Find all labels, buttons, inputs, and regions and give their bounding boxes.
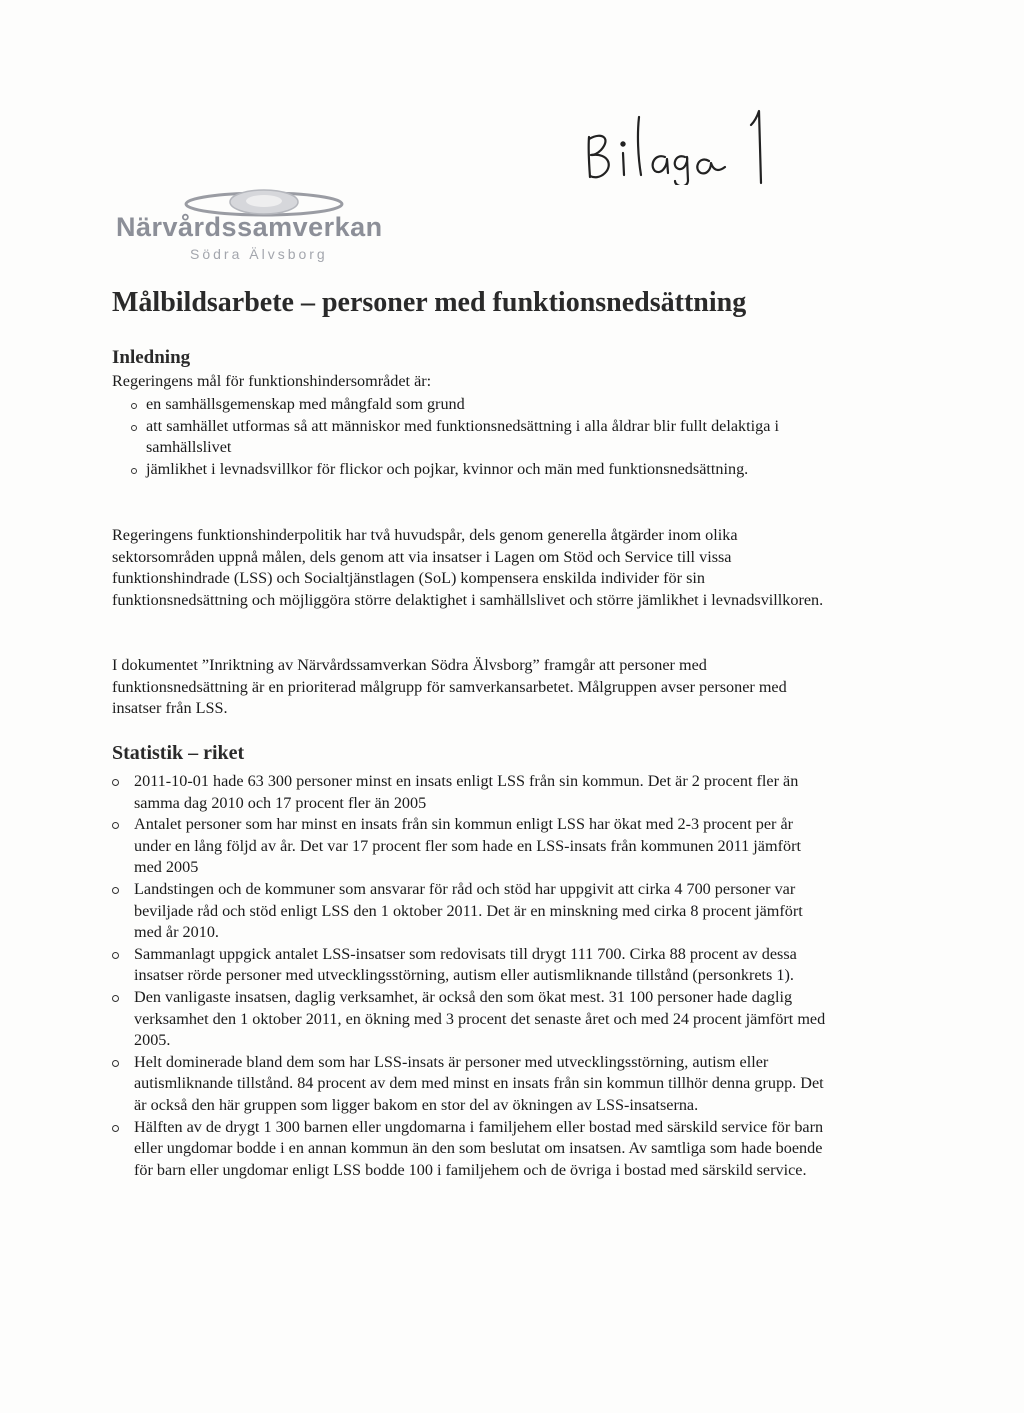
list-item: Hälften av de drygt 1 300 barnen eller ungdomarna i familjehem eller bostad med särskild service för barn eller ungdomar bodde i en annan kommun än den som beslutat om insatsen. Av samtliga som hade boende för barn eller ungdomar enligt LSS bodde 100 i familjehem och de övriga i bostad med särskild service. xyxy=(112,1117,832,1182)
document-title: Målbildsarbete – personer med funktionsnedsättning xyxy=(112,287,747,318)
list-item: jämlikhet i levnadsvillkor för flickor och pojkar, kvinnor och män med funktionsnedsättning. xyxy=(112,459,852,481)
organization-logo xyxy=(112,182,432,274)
list-item: Landstingen och de kommuner som ansvarar för råd och stöd har uppgivit att cirka 4 700 personer var beviljade råd och stöd enligt LSS den 1 oktober 2011. Det är en minskning med cirka 8 procent jämfört med år 2010. xyxy=(112,879,832,944)
intro-lead-text: Regeringens mål för funktionshindersområdet är: xyxy=(112,372,432,390)
list-item: Helt dominerade bland dem som har LSS-insats är personer med utvecklingsstörning, autism eller autismliknande tillstånd. 84 procent av dem med minst en insats från sin kommun tillhör denna grupp. Det är också den här gruppen som ligger bakom en stor del av ökningen av LSS-insatserna. xyxy=(112,1052,832,1117)
list-item: 2011-10-01 hade 63 300 personer minst en insats enligt LSS från sin kommun. Det är 2 procent fler än samma dag 2010 och 17 procent fler än 2005 xyxy=(112,771,832,814)
list-item: Sammanlagt uppgick antalet LSS-insatser som redovisats till drygt 111 700. Cirka 88 procent av dessa insatser rörde personer med utvecklingsstörning, autism eller autismliknande tillstånd (personkrets 1). xyxy=(112,944,832,987)
section-heading-statistics: Statistik – riket xyxy=(112,742,245,764)
list-item: en samhällsgemenskap med mångfald som grund xyxy=(112,394,852,416)
list-item: Antalet personer som har minst en insats från sin kommun enligt LSS har ökat med 2-3 procent per år under en lång följd av år. Det var 17 procent fler som hade en LSS-insats från kommunen 2011 jämfört med 2005 xyxy=(112,814,832,879)
statistics-list xyxy=(112,771,832,1181)
paragraph-target-group: I dokumentet ”Inriktning av Närvårdssamverkan Södra Älvsborg” framgår att personer med funktionsnedsättning är en prioriterad målgrupp för samverkansarbetet. Målgruppen avser personer med insatser från LSS. xyxy=(112,656,787,718)
logo-subtitle: Södra Älvsborg xyxy=(190,246,328,262)
handwritten-annotation xyxy=(575,95,775,185)
list-item: Den vanligaste insatsen, daglig verksamhet, är också den som ökat mest. 31 100 personer hade daglig verksamhet den 1 oktober 2011, en ökning med 3 procent det senaste året och med 24 procent jämfört med 2005. xyxy=(112,987,832,1052)
logo-name: Närvårdssamverkan xyxy=(116,212,383,242)
list-item: att samhället utformas så att människor med funktionsnedsättning i alla åldrar blir fullt delaktiga i samhällslivet xyxy=(112,416,852,459)
paragraph-policy: Regeringens funktionshinderpolitik har två huvudspår, dels genom generella åtgärder inom olika sektorsområden uppnå målen, dels genom att via insatser i Lagen om Stöd och Service till vissa funktionshindrade (LSS) och Socialtjänstlagen (SoL) kompensera enskilda individer för sin funktionsnedsättning och möjliggöra större delaktighet i samhällslivet och större jämlikhet i levnadsvillkoren. xyxy=(112,526,824,609)
section-heading-intro: Inledning xyxy=(112,347,191,368)
intro-goals-list xyxy=(112,394,852,480)
